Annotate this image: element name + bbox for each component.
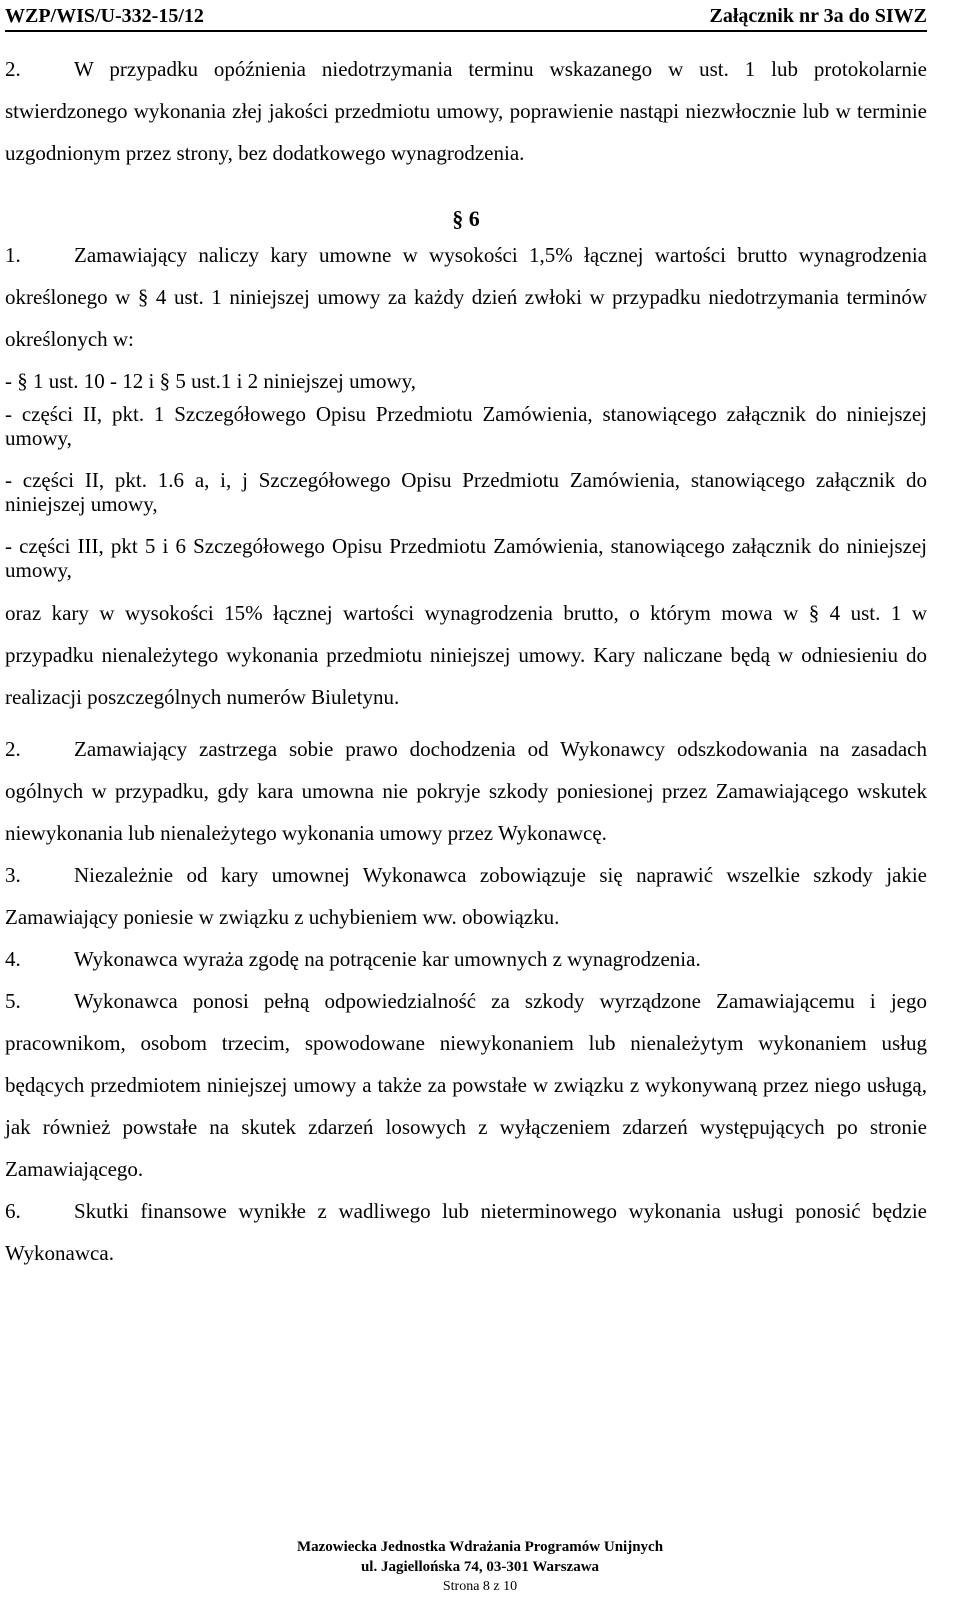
dash-item: - części III, pkt 5 i 6 Szczegółowego Opisu Przedmiotu Zamówienia, stanowiącego załącznik do niniejszej umowy, [5,534,927,582]
paragraph-text: Niezależnie od kary umownej Wykonawca zobowiązuje się naprawić wszelkie szkody jakie Zamawiający poniesie w związku z uchybieniem ww. obowiązku. [5,863,927,929]
paragraph-3 [5,854,927,938]
dash-item: - części II, pkt. 1.6 a, i, j Szczegółowego Opisu Przedmiotu Zamówienia, stanowiącego załącznik do niniejszej umowy, [5,468,927,516]
paragraph-1 [5,234,927,360]
paragraph-text: Wykonawca wyraża zgodę na potrącenie kar umownych z wynagrodzenia. [74,947,701,971]
paragraph-number: 5. [5,989,21,1013]
paragraph-text: Zamawiający zastrzega sobie prawo dochodzenia od Wykonawcy odszkodowania na zasadach ogólnych w przypadku, gdy kara umowna nie pokryje szkody poniesionej przez Zamawiającego wskutek niewykonania lub nienależytego wykonania umowy przez Wykonawcę. [5,737,927,845]
section-title: § 6 [452,206,480,231]
paragraph-5 [5,980,927,1190]
paragraph-text: Skutki finansowe wynikłe z wadliwego lub nieterminowego wykonania usługi ponosić będzie Wykonawca. [5,1199,927,1265]
paragraph-number: 1. [5,243,21,267]
attachment-label: Załącznik nr 3a do SIWZ [709,5,927,27]
paragraph-6 [5,1190,927,1274]
reference-number: WZP/WIS/U-332-15/12 [5,5,204,27]
document-header [5,2,927,32]
paragraph-1-tail: oraz kary w wysokości 15% łącznej wartości wynagrodzenia brutto, o którym mowa w § 4 ust. 1 w przypadku nienależytego wykonania przedmiotu niniejszej umowy. Kary naliczane będą w odniesieniu do realizacji poszczególnych numerów Biuletynu. [5,601,927,709]
paragraph-number: 3. [5,863,21,887]
organization-name: Mazowiecka Jednostka Wdrażania Programów Unijnych [296,1539,664,1555]
dash-item: - części II, pkt. 1 Szczegółowego Opisu Przedmiotu Zamówienia, stanowiącego załącznik do niniejszej umowy, [5,402,927,450]
paragraph-text: Zamawiający naliczy kary umowne w wysokości 1,5% łącznej wartości brutto wynagrodzenia określonego w § 4 ust. 1 niniejszej umowy za każdy dzień zwłoki w przypadku niedotrzymania terminów określonych w: [5,243,927,351]
paragraph-2 [5,728,927,854]
page-number: Strona 8 z 10 [442,1579,518,1594]
dash-item: - § 1 ust. 10 - 12 i § 5 ust.1 i 2 niniejszej umowy, [5,369,417,393]
paragraph-number: 4. [5,947,21,971]
paragraph-number: 2. [5,737,21,761]
document-body [5,48,927,1274]
organization-address: ul. Jagiellońska 74, 03-301 Warszawa [360,1559,600,1575]
paragraph-text: W przypadku opóźnienia niedotrzymania terminu wskazanego w ust. 1 lub protokolarnie stwierdzonego wykonania złej jakości przedmiotu umowy, poprawienie nastąpi niezwłocznie lub w terminie uzgodnionym przez strony, bez dodatkowego wynagrodzenia. [5,57,927,165]
intro-paragraph [5,48,927,174]
paragraph-text: Wykonawca ponosi pełną odpowiedzialność za szkody wyrządzone Zamawiającemu i jego pracownikom, osobom trzecim, spowodowane niewykonaniem lub nienależytym wykonaniem usług będących przedmiotem niniejszej umowy a także za powstałe w związku z wykonywaną przez niego usługą, jak również powstałe na skutek zdarzeń losowych z wyłączeniem zdarzeń występujących po stronie Zamawiającego. [5,989,927,1181]
document-footer [0,1537,960,1597]
paragraph-4 [5,938,927,980]
paragraph-number: 2. [5,57,21,81]
paragraph-number: 6. [5,1199,21,1223]
